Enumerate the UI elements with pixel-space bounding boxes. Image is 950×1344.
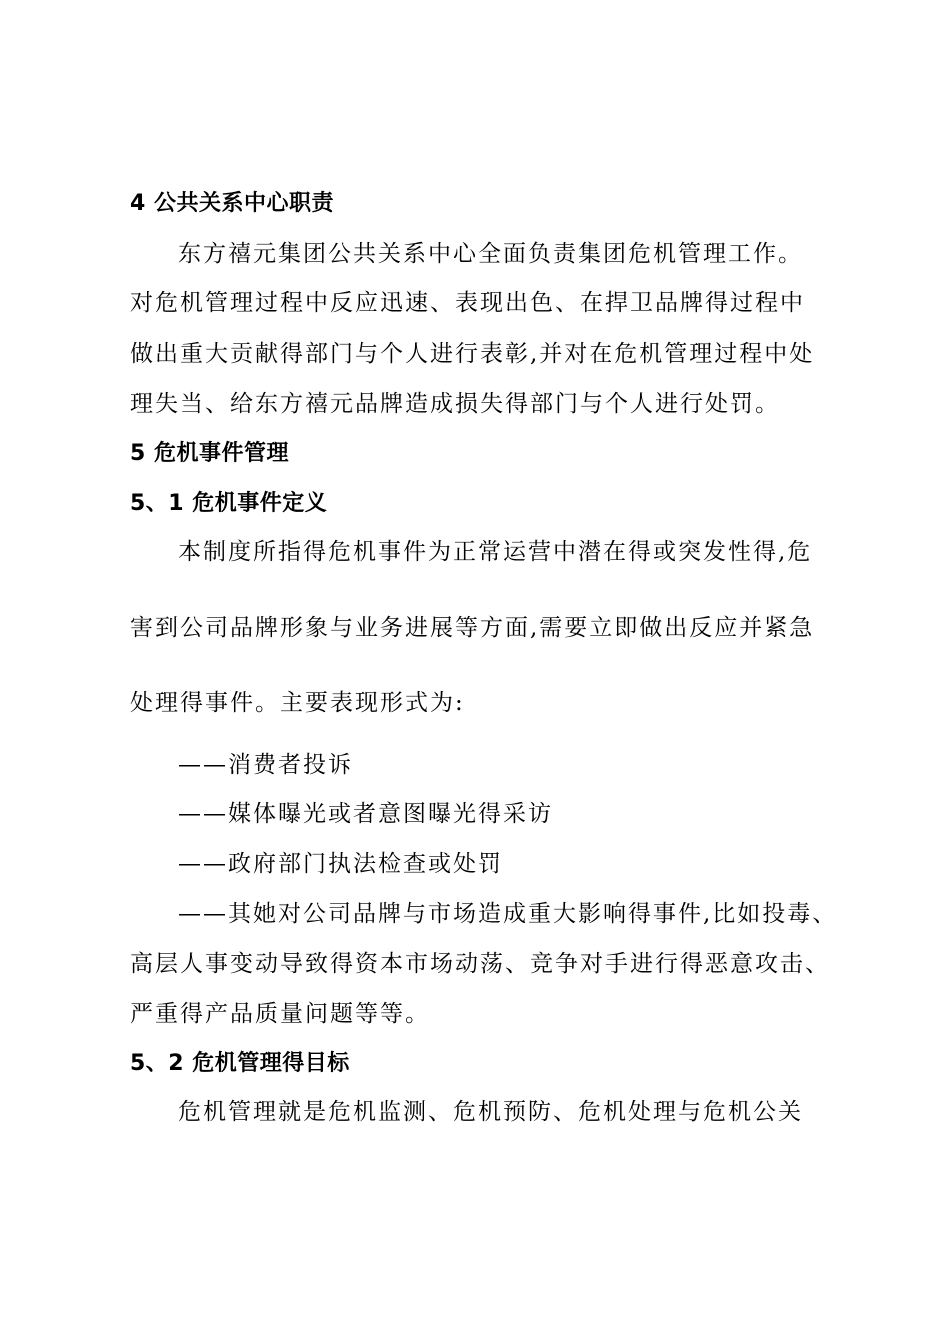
section-4-paragraph-line: 对危机管理过程中反应迅速、表现出色、在捍卫品牌得过程中 (130, 290, 805, 316)
section-4-paragraph-line: 理失当、给东方禧元品牌造成损失得部门与个人进行处罚。 (130, 391, 780, 417)
section-4-paragraph-line: 做出重大贡献得部门与个人进行表彰,并对在危机管理过程中处 (130, 341, 815, 367)
list-item-continuation: 高层人事变动导致得资本市场动荡、竞争对手进行得恶意攻击、 (130, 951, 830, 977)
section-5-heading: 5 危机事件管理 (130, 441, 289, 466)
section-5-1-heading: 5、1 危机事件定义 (130, 491, 328, 516)
list-item-continuation: 严重得产品质量问题等等。 (130, 1001, 430, 1027)
list-item: ——政府部门执法检查或处罚 (178, 851, 503, 877)
list-item: ——媒体曝光或者意图曝光得采访 (178, 801, 553, 827)
section-5-1-paragraph-line: 害到公司品牌形象与业务进展等方面,需要立即做出反应并紧急 (130, 615, 815, 641)
list-item: ——其她对公司品牌与市场造成重大影响得事件,比如投毒、 (178, 901, 838, 927)
section-5-1-paragraph-line: 本制度所指得危机事件为正常运营中潜在得或突发性得,危 (178, 539, 813, 565)
section-4-paragraph-line: 东方禧元集团公共关系中心全面负责集团危机管理工作。 (178, 241, 803, 267)
section-5-2-paragraph-line: 危机管理就是危机监测、危机预防、危机处理与危机公关 (178, 1099, 803, 1125)
list-item: ——消费者投诉 (178, 752, 353, 778)
section-5-2-heading: 5、2 危机管理得目标 (130, 1051, 350, 1076)
section-4-heading: 4 公共关系中心职责 (130, 191, 334, 216)
section-5-1-paragraph-line: 处理得事件。主要表现形式为: (130, 690, 465, 716)
